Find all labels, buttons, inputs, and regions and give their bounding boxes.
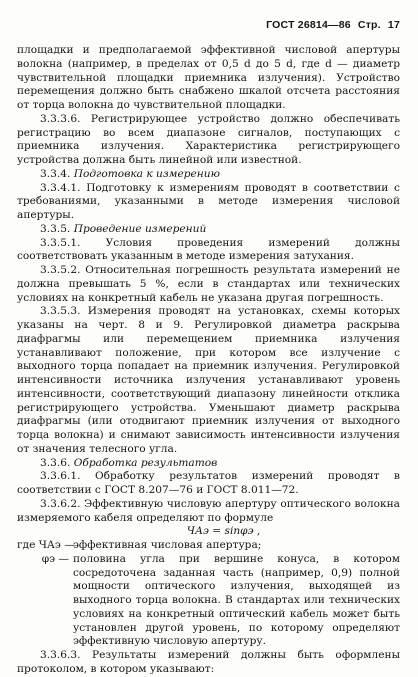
paragraph: площадки и предполагаемой эффективной числовой апертуры волокна (например, в пределах от 0,5 d до 5 d, где d — диаметр чувствительной площадки приемника излучения). Устройство перемещения должно быть снабжено шкалой отсчета расстояния от торца волокна до чувствительной площадки. <box>17 44 400 111</box>
standard-designation: ГОСТ 26814—86 <box>266 19 351 31</box>
section-title: Подготовка к измерению <box>73 167 220 180</box>
section-number: 3.3.4. <box>40 167 71 180</box>
section-number: 3.3.5. <box>40 222 71 235</box>
paragraph: 3.3.5.2. Относительная погрешность результата измерений не должна превышать 5 %, если в стандартах или технических условиях на конкретный кабель не указана другая погрешность. <box>17 264 400 304</box>
page-number: 17 <box>387 19 400 31</box>
definition-row <box>17 553 400 649</box>
section-title: Проведение измерений <box>73 222 207 235</box>
where-word: где <box>17 539 36 551</box>
paragraph: 3.3.6.1. Обработку результатов измерений проводят в соответствии с ГОСТ 8.207—76 и ГОСТ 8.011—72. <box>17 470 400 496</box>
page-label: Стр. <box>357 19 381 31</box>
page-header <box>262 19 400 31</box>
definition-text: половина угла при вершине конуса, в котором сосредоточена заданная часть (например, 0,9) полной мощности оптического излучения, выходящей из выходного торца волокна. В стандартах или технических условиях на конкретный оптический кабель может быть установлен другой уровень, по которому определяют эффективную числовую апертуру. <box>73 552 400 648</box>
definition-row <box>17 539 400 553</box>
paragraph: 3.3.4.1. Подготовку к измерениям проводят в соответствии с требованиями, указанными в методе измерения числовой апертуры. <box>17 181 400 221</box>
paragraph: 3.3.5.3. Измерения проводят на установках, схемы которых указаны на черт. 8 и 9. Регулировкой диаметра раскрыва диафрагмы или перемещением приемника излучения устанавливают положение, при котором все излучение с выходного торца попадает на приемник излучения. Регулировкой интенсивности источника излучения устанавливают уровень интенсивности, соответствующий диапазону линейности отклика регистрирующего устройства. Уменьшают диаметр раскрыва диафрагмы (или отодвигают приемник излучения от выходного торца волокна) и снимают зависимость интенсивности излучения от значения телесного угла. <box>17 305 400 455</box>
section-heading <box>17 457 400 471</box>
section-title: Обработка результатов <box>73 456 218 469</box>
definition-text: эффективная числовая апертура; <box>73 539 262 551</box>
formula: ЧАэ = sinφэ , <box>186 525 261 538</box>
document-body <box>17 44 400 677</box>
section-heading <box>17 223 400 237</box>
paragraph: 3.3.6.3. Результаты измерений должны быть оформлены протоколом, в котором указывают: <box>17 649 400 675</box>
paragraph: 3.3.6.2. Эффективную числовую апертуру оптического волокна измеряемого кабеля определяют по формуле <box>17 497 400 524</box>
paragraph: 3.3.5.1. Условия проведения измерений должны соответствовать указанным в методе измерения затухания. <box>17 236 400 263</box>
section-number: 3.3.6. <box>40 456 71 469</box>
section-heading <box>17 168 400 182</box>
definition-symbol: где ЧАэ — <box>17 539 75 551</box>
paragraph: 3.3.3.6. Регистрирующее устройство должно обеспечивать регистрацию во всем диапазоне сигналов, поступающих с приемника излучения. Характеристика регистрирующего устройства должна быть линейной или известной. <box>17 112 400 166</box>
definition-symbol: φэ — <box>41 552 69 565</box>
